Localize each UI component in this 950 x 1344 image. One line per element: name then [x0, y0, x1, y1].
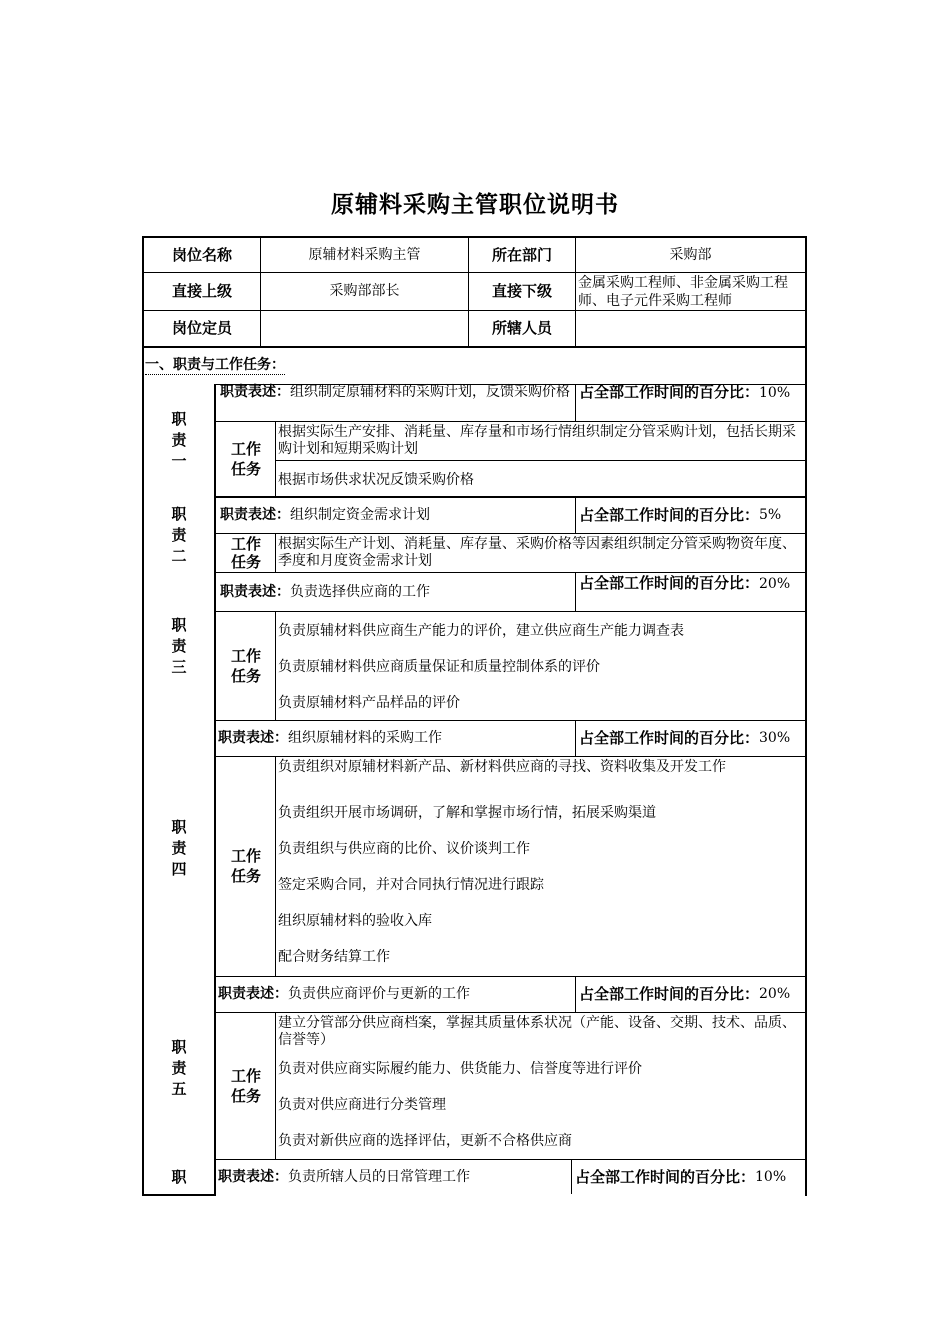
duty-4-task-4: 签定采购合同，并对合同执行情况进行跟踪	[278, 877, 544, 893]
duty-5-tasks-label: 工作任务	[230, 1066, 261, 1105]
duty-3-task-2: 负责原辅材料供应商质量保证和质量控制体系的评价	[278, 659, 600, 675]
duty-2-task-1: 根据实际生产计划、消耗量、库存量、采购价格等因素组织制定分管采购物资年度、季度和月度资金需求计划	[278, 536, 796, 569]
duty-2-percent: 占全部工作时间的百分比： 5%	[579, 506, 782, 524]
duty-1-percent: 占全部工作时间的百分比：10%	[579, 383, 791, 401]
subordinate-label: 直接下级	[491, 282, 552, 300]
duty-3-statement: 职责表述： 负责选择供应商的工作	[220, 583, 430, 600]
duty-6-name: 职	[171, 1167, 187, 1186]
duty-3-name: 职责三	[171, 616, 187, 676]
duty-6-statement: 职责表述： 负责所辖人员的日常管理工作	[218, 1168, 470, 1185]
duty-3-task-3: 负责原辅材料产品样品的评价	[278, 695, 460, 711]
section-heading-text: 一、职责与工作任务：	[145, 357, 285, 373]
duty-1-task-2: 根据市场供求状况反馈采购价格	[278, 472, 474, 488]
duty-6-percent: 占全部工作时间的百分比： 10%	[575, 1167, 787, 1186]
duty-4-task-1: 负责组织对原辅材料新产品、新材料供应商的寻找、资料收集及开发工作	[278, 759, 726, 775]
staff-value	[576, 311, 805, 346]
duty-4-statement: 职责表述： 组织原辅材料的采购工作	[218, 730, 442, 746]
job-description-table	[142, 236, 807, 1196]
duty-3-percent: 占全部工作时间的百分比：20%	[579, 574, 791, 592]
duty-1-statement: 职责表述：组织制定原辅材料的采购计划，反馈采购价格	[220, 384, 570, 400]
duty-4-percent: 占全部工作时间的百分比： 30%	[579, 729, 791, 747]
duty-4-task-3: 负责组织与供应商的比价、议价谈判工作	[278, 841, 530, 857]
duty-5-task-2: 负责对供应商实际履约能力、供货能力、信誉度等进行评价	[278, 1061, 642, 1077]
superior-value: 采购部部长	[329, 283, 400, 299]
page-title: 原辅料采购主管职位说明书	[331, 192, 619, 218]
duty-3-task-1: 负责原辅材料供应商生产能力的评价，建立供应商生产能力调查表	[278, 623, 684, 639]
subordinate-value: 金属采购工程师、非金属采购工程师、电子元件采购工程师	[578, 274, 788, 309]
duty-4-name: 职责四	[171, 818, 187, 878]
position-name-label: 岗位名称	[171, 245, 232, 264]
duty-3-tasks-label: 工作任务	[230, 646, 261, 685]
headcount-value	[261, 311, 468, 346]
duty-4-task-6: 配合财务结算工作	[278, 949, 390, 965]
position-name-value: 原辅材料采购主管	[308, 246, 421, 263]
staff-label: 所辖人员	[491, 319, 552, 337]
duty-5-task-1: 建立分管部分供应商档案，掌握其质量体系状况（产能、设备、交期、技术、品质、信誉等）	[278, 1015, 796, 1048]
duty-5-name: 职责五	[171, 1037, 187, 1098]
duty-1-tasks-label: 工作任务	[230, 439, 261, 478]
duty-4-tasks-label: 工作任务	[230, 847, 261, 885]
duty-2-statement: 职责表述： 组织制定资金需求计划	[220, 507, 430, 523]
department-label: 所在部门	[491, 245, 552, 264]
duty-1-name: 职责一	[171, 409, 187, 470]
duty-2-tasks-label: 工作任务	[230, 534, 261, 571]
duty-4-task-2: 负责组织开展市场调研，了解和掌握市场行情，拓展采购渠道	[278, 805, 656, 821]
department-value: 采购部	[669, 246, 712, 263]
duty-5-percent: 占全部工作时间的百分比： 20%	[579, 985, 791, 1003]
duty-5-statement: 职责表述： 负责供应商评价与更新的工作	[218, 986, 470, 1002]
duty-1-task-1: 根据实际生产安排、消耗量、库存量和市场行情组织制定分管采购计划，包括长期采购计划和短期采购计划	[278, 424, 796, 457]
duty-5-task-4: 负责对新供应商的选择评估，更新不合格供应商	[278, 1133, 572, 1149]
superior-label: 直接上级	[171, 282, 232, 300]
section-heading	[145, 356, 445, 376]
headcount-label: 岗位定员	[171, 319, 232, 337]
duty-4-task-5: 组织原辅材料的验收入库	[278, 913, 432, 929]
duty-2-name: 职责二	[171, 504, 187, 565]
duty-5-task-3: 负责对供应商进行分类管理	[278, 1097, 446, 1113]
